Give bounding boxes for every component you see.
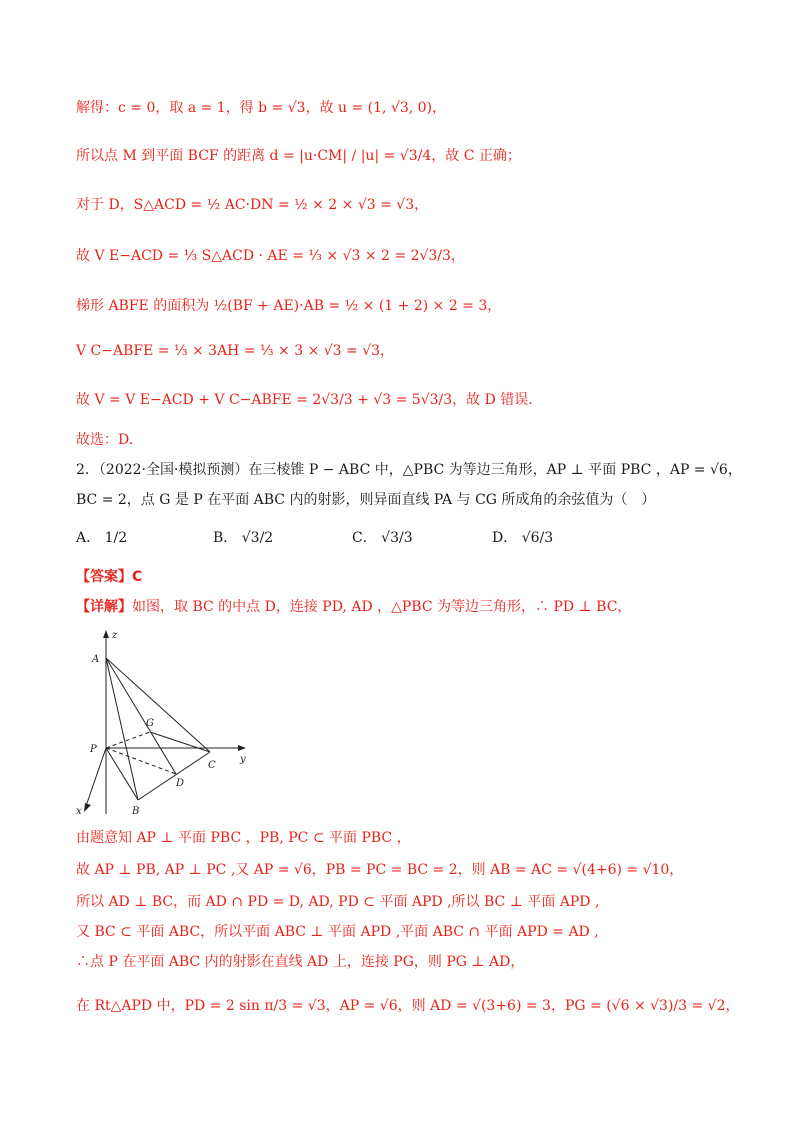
solution-line-1: 解得：c = 0，取 a = 1，得 b = √3，故 u = (1, √3, 0)， bbox=[76, 100, 447, 116]
solution-line-3: 对于 D，S△ACD = ½ AC·DN = ½ × 2 × √3 = √3， bbox=[76, 197, 429, 213]
option-b-label: B． bbox=[213, 530, 238, 546]
label-y: y bbox=[240, 754, 246, 765]
solution-line-5: 梯形 ABFE 的面积为 ½(BF + AE)·AB = ½ × (1 + 2) × 2 = 3， bbox=[76, 298, 502, 314]
answer-value: C bbox=[132, 569, 143, 585]
solution-bottom-3: 所以 AD ⊥ BC，而 AD ∩ PD = D, AD, PD ⊂ 平面 APD ,所以 BC ⊥ 平面 APD , bbox=[76, 894, 600, 910]
detail-line bbox=[76, 597, 760, 617]
option-a-label: A． bbox=[76, 530, 101, 546]
edge-pg bbox=[106, 732, 150, 748]
edge-ad bbox=[106, 658, 176, 774]
option-d-label: D． bbox=[492, 530, 518, 546]
x-axis-arrow bbox=[84, 803, 91, 812]
option-c-value: √3/3 bbox=[381, 530, 413, 546]
option-d-value: √6/3 bbox=[521, 530, 554, 546]
label-p: P bbox=[90, 744, 97, 755]
edge-ab bbox=[106, 658, 138, 800]
solution-bottom-4: 又 BC ⊂ 平面 ABC，所以平面 ABC ⊥ 平面 APD ,平面 ABC ∩ 平面 APD = AD , bbox=[76, 924, 599, 940]
edge-pb bbox=[106, 748, 138, 800]
solution-bottom-2: 故 AP ⊥ PB, AP ⊥ PC ,又 AP = √6，PB = PC = BC = 2，则 AB = AC = √(4+6) = √10， bbox=[76, 862, 684, 878]
solution-bottom-6: 在 Rt△APD 中，PD = 2 sin π/3 = √3，AP = √6，则 AD = √(3+6) = 3，PG = (√6 × √3)/3 = √2， bbox=[76, 998, 740, 1014]
edge-pd bbox=[106, 748, 176, 774]
label-g: G bbox=[146, 718, 154, 729]
label-a: A bbox=[92, 654, 100, 665]
option-d bbox=[492, 528, 553, 548]
x-axis bbox=[86, 748, 106, 806]
answer-line bbox=[76, 567, 760, 587]
pyramid-diagram bbox=[76, 628, 256, 818]
solution-line-6: V C−ABFE = ⅓ × 3AH = ⅓ × 3 × √3 = √3， bbox=[76, 343, 395, 359]
solution-bottom-1: 由题意知 AP ⊥ 平面 PBC ，PB, PC ⊂ 平面 PBC ， bbox=[76, 830, 411, 846]
solution-line-2: 所以点 M 到平面 BCF 的距离 d = |u·CM| / |u| = √3/4，故 C 正确； bbox=[76, 148, 521, 164]
question-line-2: BC = 2，点 G 是 P 在平面 ABC 内的射影，则异面直线 PA 与 CG 所成角的余弦值为（ ） bbox=[76, 492, 656, 508]
detail-text: 如图，取 BC 的中点 D，连接 PD, AD ，△PBC 为等边三角形，∴ PD ⊥ BC， bbox=[132, 599, 632, 615]
edge-ac bbox=[106, 658, 210, 752]
solution-bottom-5: ∴点 P 在平面 ABC 内的射影在直线 AD 上，连接 PG，则 PG ⊥ AD， bbox=[76, 954, 525, 970]
solution-line-7: 故 V = V E−ACD + V C−ABFE = 2√3/3 + √3 = 5√3/3，故 D 错误. bbox=[76, 392, 533, 408]
label-d: D bbox=[176, 778, 185, 789]
edge-gc bbox=[150, 732, 210, 752]
solution-line-4: 故 V E−ACD = ⅓ S△ACD · AE = ⅓ × √3 × 2 = 2√3/3， bbox=[76, 248, 465, 264]
option-b-value: √3/2 bbox=[241, 530, 274, 546]
label-c: C bbox=[208, 760, 216, 771]
question-line-1: 2．（2022·全国·模拟预测）在三棱锥 P − ABC 中，△PBC 为等边三角形，AP ⊥ 平面 PBC ，AP = √6， bbox=[76, 462, 742, 478]
option-c bbox=[352, 528, 413, 548]
y-axis-arrow bbox=[238, 745, 246, 751]
label-x: x bbox=[76, 806, 82, 817]
z-axis-arrow bbox=[103, 630, 109, 638]
option-a bbox=[76, 528, 127, 548]
solution-choice: 故选：D. bbox=[76, 432, 134, 448]
label-z: z bbox=[112, 630, 118, 641]
edge-bc bbox=[138, 752, 210, 800]
answer-tag: 【答案】 bbox=[76, 569, 132, 585]
label-b: B bbox=[132, 806, 140, 817]
detail-tag: 【详解】 bbox=[76, 599, 132, 615]
option-c-label: C． bbox=[352, 530, 377, 546]
option-b bbox=[213, 528, 273, 548]
pyramid-figure bbox=[76, 628, 256, 818]
option-a-value: 1/2 bbox=[104, 530, 128, 546]
